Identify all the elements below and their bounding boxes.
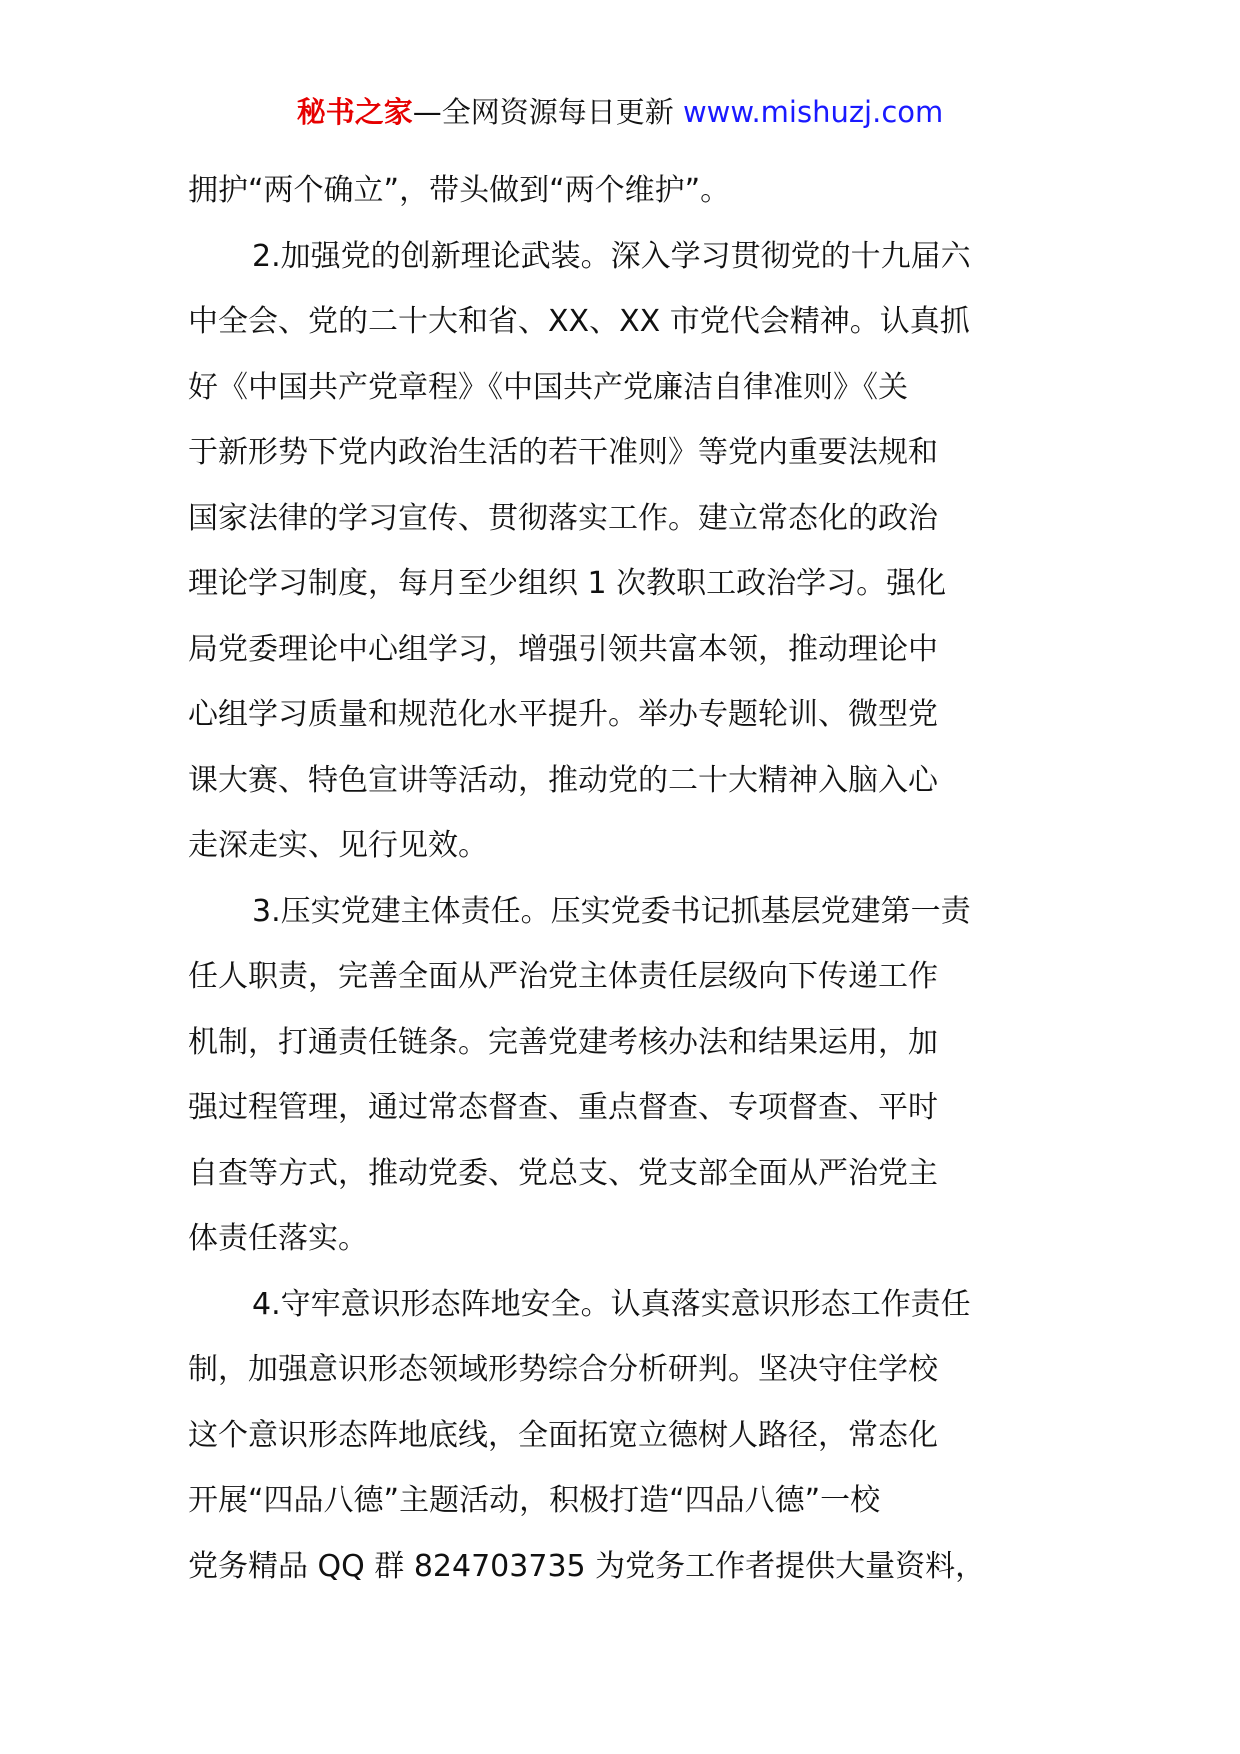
text-line: 自查等方式，推动党委、党总支、党支部全面从严治党主 bbox=[188, 1155, 938, 1191]
site-watermark-header bbox=[0, 92, 1240, 132]
text-line: 制，加强意识形态领域形势综合分析研判。坚决守住学校 bbox=[188, 1352, 938, 1387]
brand-name: 秘书之家 bbox=[296, 95, 413, 129]
text-line: 中全会、党的二十大和省、XX、XX 市党代会精神。认真抓 bbox=[188, 304, 970, 339]
text-line: 心组学习质量和规范化水平提升。举办专题轮训、微型党 bbox=[188, 697, 938, 732]
text-line: 任人职责，完善全面从严治党主体责任层级向下传递工作 bbox=[188, 959, 938, 994]
text-line: 这个意识形态阵地底线，全面拓宽立德树人路径，常态化 bbox=[188, 1417, 938, 1453]
text-line: 4.守牢意识形态阵地安全。认真落实意识形态工作责任 bbox=[252, 1286, 971, 1322]
site-url: www.mishuzj.com bbox=[682, 95, 944, 129]
text-line: 体责任落实。 bbox=[188, 1221, 368, 1256]
text-line: 于新形势下党内政治生活的若干准则》等党内重要法规和 bbox=[188, 435, 938, 470]
text-line: 开展“四品八德”主题活动，积极打造“四品八德”一校 bbox=[188, 1483, 881, 1518]
text-line: 走深走实、见行见效。 bbox=[188, 828, 488, 863]
document-body bbox=[188, 158, 1058, 1599]
text-line: 好《中国共产党章程》《中国共产党廉洁自律准则》《关 bbox=[188, 369, 908, 405]
text-line: 课大赛、特色宣讲等活动，推动党的二十大精神入脑入心 bbox=[188, 762, 938, 798]
text-line: 党务精品 QQ 群 824703735 为党务工作者提供大量资料， bbox=[188, 1548, 986, 1584]
text-line: 理论学习制度，每月至少组织 1 次教职工政治学习。强化 bbox=[188, 566, 947, 601]
text-line: 3.压实党建主体责任。压实党委书记抓基层党建第一责 bbox=[252, 893, 971, 929]
text-line: 强过程管理，通过常态督查、重点督查、专项督查、平时 bbox=[188, 1090, 938, 1125]
text-line: 拥护“两个确立”，带头做到“两个维护”。 bbox=[188, 173, 731, 208]
text-line: 机制，打通责任链条。完善党建考核办法和结果运用，加 bbox=[188, 1024, 938, 1060]
text-line: 国家法律的学习宣传、贯彻落实工作。建立常态化的政治 bbox=[188, 500, 938, 536]
text-line: 局党委理论中心组学习，增强引领共富本领，推动理论中 bbox=[188, 631, 938, 667]
text-line: 2.加强党的创新理论武装。深入学习贯彻党的十九届六 bbox=[252, 238, 971, 274]
header-tagline: —全网资源每日更新 bbox=[412, 95, 674, 129]
